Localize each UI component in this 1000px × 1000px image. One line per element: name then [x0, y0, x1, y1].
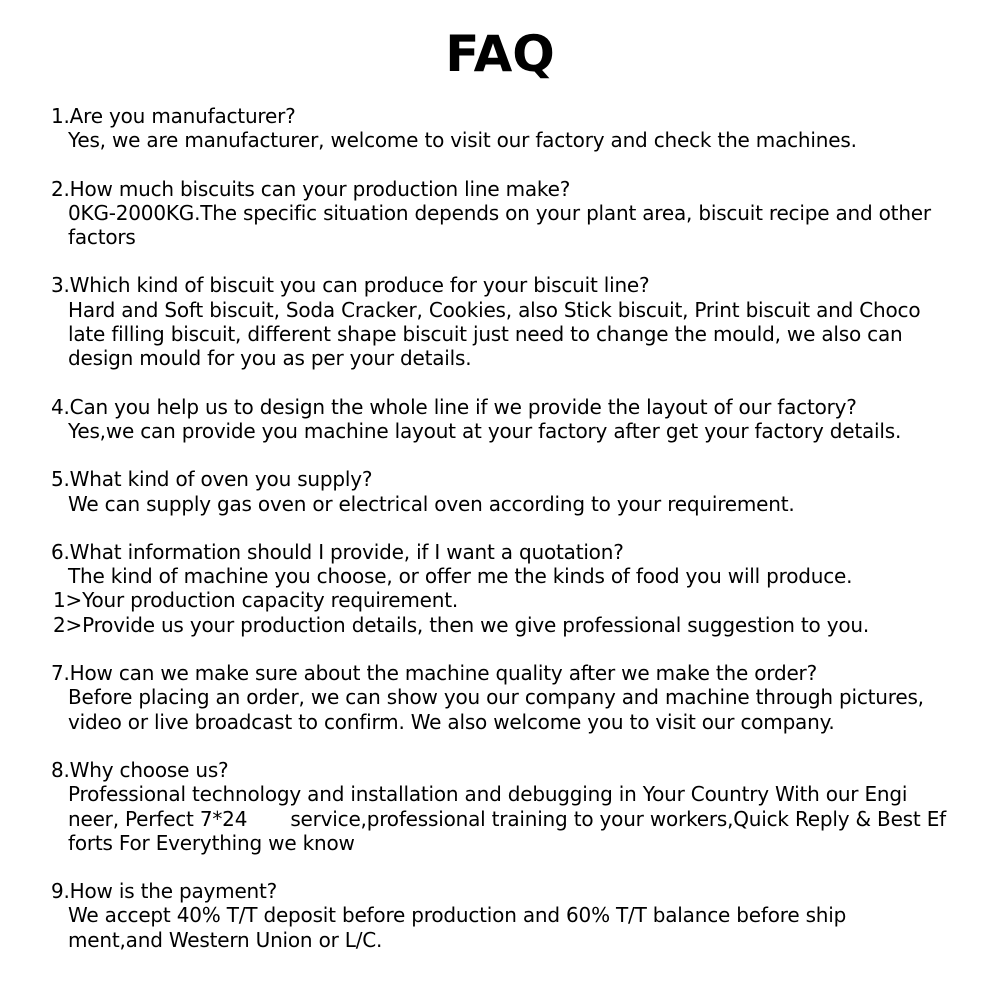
faq-item-1: [51, 104, 981, 153]
faq-list: [51, 104, 981, 976]
faq-question: 4.Can you help us to design the whole line if we provide the layout of our factory?: [51, 394, 857, 419]
faq-answer-line: Hard and Soft biscuit, Soda Cracker, Cookies, also Stick biscuit, Print biscuit and Choco: [68, 297, 921, 322]
faq-answer-line: Yes, we are manufacturer, welcome to visit our factory and check the machines.: [68, 128, 857, 153]
faq-answer-line: The kind of machine you choose, or offer me the kinds of food you will produce.: [68, 564, 853, 589]
faq-answer-line: design mould for you as per your details.: [68, 346, 472, 371]
faq-question: 2.How much biscuits can your production line make?: [51, 176, 571, 201]
faq-question: 9.How is the payment?: [51, 879, 278, 904]
faq-sub-item: 2>Provide us your production details, then we give professional suggestion to you.: [53, 612, 870, 637]
faq-answer-line: We can supply gas oven or electrical oven according to your requirement.: [68, 491, 795, 516]
faq-item-6: [51, 540, 981, 637]
faq-question: 3.Which kind of biscuit you can produce for your biscuit line?: [51, 273, 650, 298]
page-title: FAQ: [445, 25, 555, 83]
faq-question: 5.What kind of oven you supply?: [51, 467, 373, 492]
faq-item-8: [51, 758, 981, 855]
faq-answer-line: neer, Perfect 7*24 service,professional training to your workers,Quick Reply & Best Ef: [68, 806, 946, 831]
faq-item-2: [51, 177, 981, 250]
faq-item-3: [51, 273, 981, 370]
faq-item-9: [51, 879, 981, 952]
faq-answer-line: ment,and Western Union or L/C.: [68, 927, 383, 952]
faq-question: 7.How can we make sure about the machine quality after we make the order?: [51, 661, 817, 686]
faq-item-4: [51, 395, 981, 444]
faq-answer-line: factors: [68, 225, 136, 250]
faq-answer-line: late filling biscuit, different shape biscuit just need to change the mould, we also can: [68, 322, 903, 347]
faq-answer-line: forts For Everything we know: [68, 830, 355, 855]
faq-answer-line: 0KG-2000KG.The specific situation depends on your plant area, biscuit recipe and other: [68, 200, 931, 225]
faq-answer-line: Before placing an order, we can show you our company and machine through pictures,: [68, 685, 924, 710]
faq-question: 1.Are you manufacturer?: [51, 104, 296, 128]
faq-answer-line: video or live broadcast to confirm. We also welcome you to visit our company.: [68, 709, 835, 734]
faq-sub-item: 1>Your production capacity requirement.: [53, 588, 459, 613]
faq-item-5: [51, 467, 981, 516]
faq-answer-line: Yes,we can provide you machine layout at your factory after get your factory details.: [68, 418, 902, 443]
faq-item-7: [51, 661, 981, 734]
faq-answer-line: Professional technology and installation and debugging in Your Country With our Engi: [68, 782, 908, 807]
faq-answer-line: We accept 40% T/T deposit before production and 60% T/T balance before ship: [68, 903, 847, 928]
faq-question: 8.Why choose us?: [51, 757, 229, 782]
faq-question: 6.What information should I provide, if I want a quotation?: [51, 539, 624, 564]
